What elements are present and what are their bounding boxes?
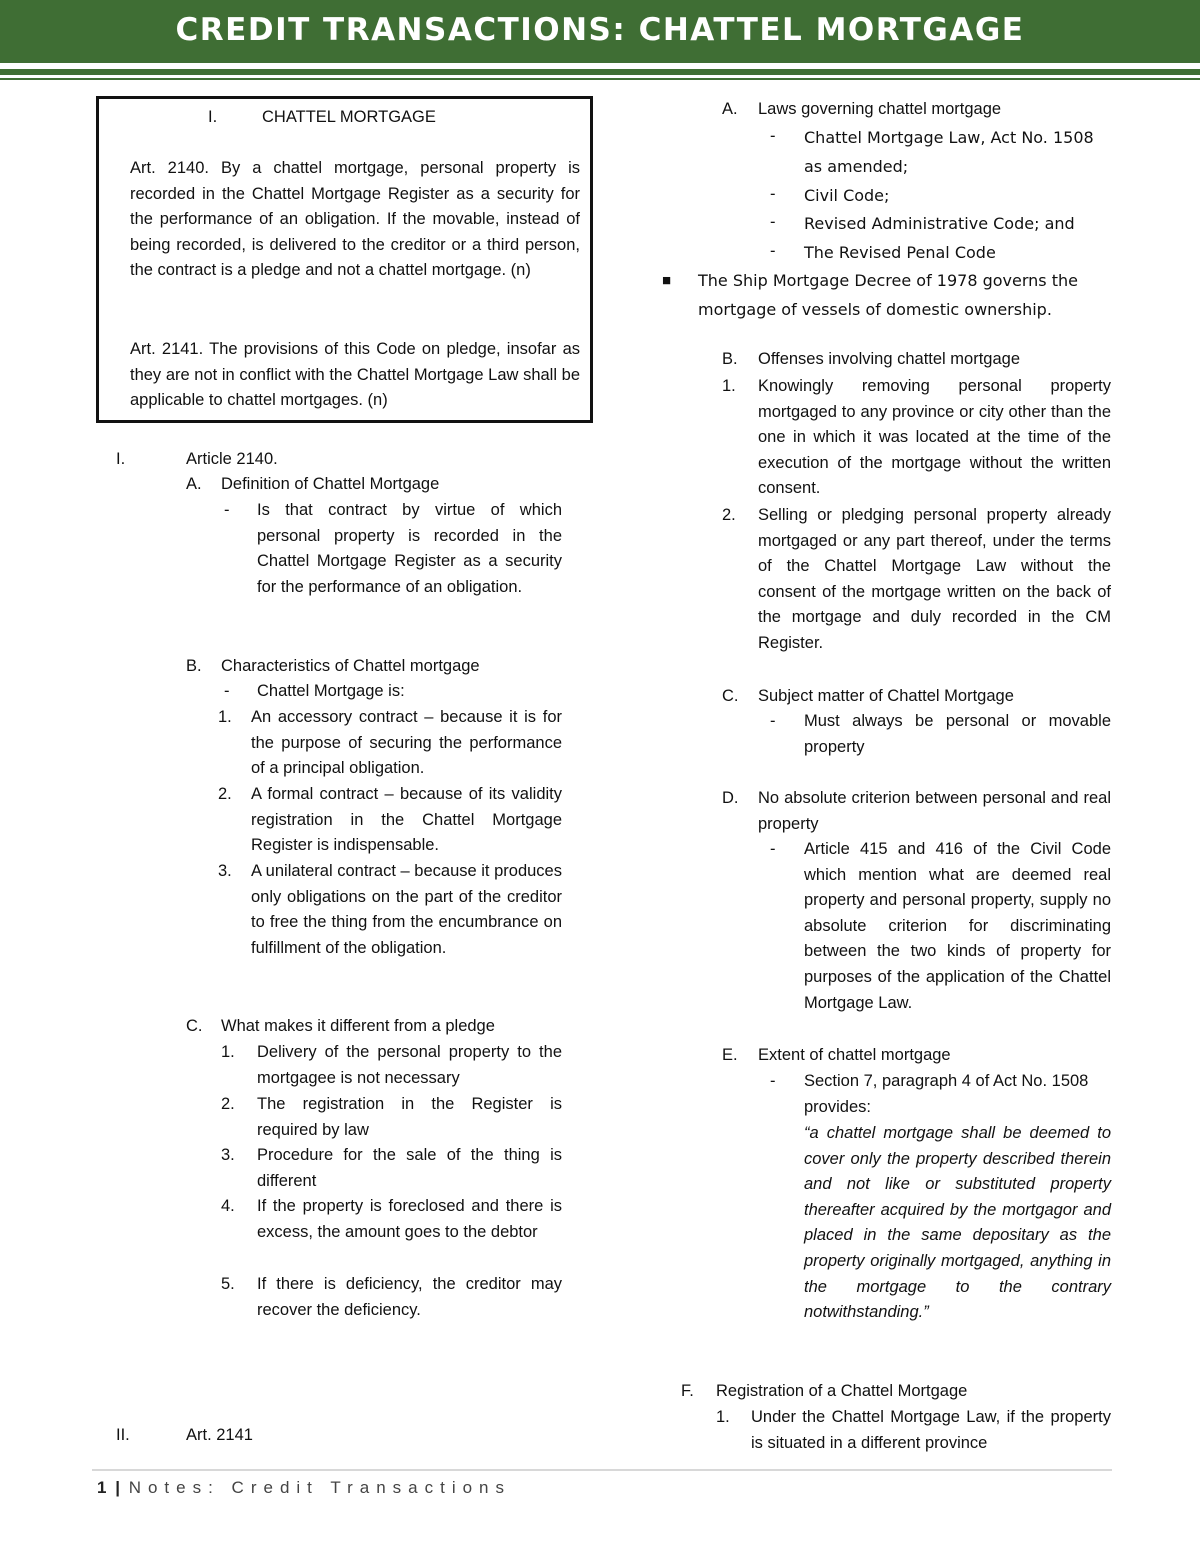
footer-separator: |: [115, 1478, 120, 1497]
right-d-title: No absolute criterion between personal and real property: [758, 789, 1111, 833]
page-title: CREDIT TRANSACTIONS: CHATTEL MORTGAGE: [175, 12, 1025, 48]
left-b-item-text: A formal contract – because of its validity registration in the Chattel Mortgage Register is indispensable.: [251, 785, 562, 855]
page-footer: [97, 1478, 511, 1498]
footer-text: Notes: Credit Transactions: [128, 1478, 512, 1497]
right-e-quote: “a chattel mortgage shall be deemed to cover only the property described therein and not like or substituted property thereafter acquired by the mortgagor and placed in the same depositary as the property originally mortgaged, anything in the mortgage to the contrary notwithstanding.”: [804, 1124, 1111, 1322]
right-b-letter: B.: [722, 350, 738, 368]
box-section-title: CHATTEL MORTGAGE: [262, 108, 436, 126]
law-dash: -: [770, 242, 776, 260]
left-c-item-number: 5.: [221, 1275, 235, 1293]
left-c-title: What makes it different from a pledge: [221, 1017, 495, 1035]
right-c-title: Subject matter of Chattel Mortgage: [758, 687, 1014, 705]
right-c-letter: C.: [722, 687, 739, 705]
left-c-item-number: 3.: [221, 1146, 235, 1164]
right-f-letter: F.: [681, 1382, 694, 1400]
left-c-item-text: Delivery of the personal property to the mortgagee is not necessary: [257, 1043, 562, 1087]
header-rule-thin: [0, 78, 1200, 80]
left-c-item-number: 1.: [221, 1043, 235, 1061]
offense-number: 2.: [722, 506, 736, 524]
right-b-title: Offenses involving chattel mortgage: [758, 350, 1021, 368]
law-dash: -: [770, 213, 776, 231]
offense-text: Knowingly removing personal property mortgaged to any province or city other than the one in which it was located at the time of the execution of the mortgage without the written consent.: [758, 377, 1111, 498]
left-c-item-text: The registration in the Register is required by law: [257, 1095, 562, 1139]
offense-number: 1.: [722, 377, 736, 395]
right-e-dash: -: [770, 1072, 776, 1090]
article-2141-text: Art. 2141. The provisions of this Code on pledge, insofar as they are not in conflict with the Chattel Mortgage Law shall be applicable to chattel mortgages. (n): [130, 340, 580, 410]
left-b-item-text: An accessory contract – because it is for the purpose of securing the performance of a principal obligation.: [251, 708, 562, 778]
left-b-item-number: 3.: [218, 862, 232, 880]
left-c-item-text: If there is deficiency, the creditor may recover the deficiency.: [257, 1275, 562, 1319]
left-b-item-text: A unilateral contract – because it produces only obligations on the part of the creditor to free the thing from the encumbrance on fulfillment of the obligation.: [251, 862, 562, 957]
law-item: Civil Code;: [804, 186, 890, 205]
law-item: The Revised Penal Code: [804, 243, 996, 262]
left-b-title: Characteristics of Chattel mortgage: [221, 657, 480, 675]
left-c-item-text: Procedure for the sale of the thing is different: [257, 1146, 562, 1190]
article-2140-text: Art. 2140. By a chattel mortgage, personal property is recorded in the Chattel Mortgage Register as a security for the performance of an obligation. If the movable, instead of being recorded, is delivered to the creditor or a third person, the contract is a pledge and not a chattel mortgage. (n): [130, 159, 580, 280]
left-a-dash: -: [224, 501, 230, 519]
section-1-number: I.: [116, 450, 126, 468]
right-f-text: Under the Chattel Mortgage Law, if the property is situated in a different province: [751, 1408, 1111, 1452]
section-2-title: Art. 2141: [186, 1426, 253, 1444]
law-item: Chattel Mortgage Law, Act No. 1508 as amended;: [804, 128, 1094, 176]
section-2-number: II.: [116, 1426, 130, 1444]
right-e-title: Extent of chattel mortgage: [758, 1046, 951, 1064]
header-rule-thick: [0, 69, 1200, 75]
left-b-letter: B.: [186, 657, 202, 675]
left-c-item-number: 4.: [221, 1197, 235, 1215]
right-c-dash: -: [770, 712, 776, 730]
left-a-definition: Is that contract by virtue of which personal property is recorded in the Chattel Mortgage Register as a security for the performance of an obligation.: [257, 501, 562, 596]
right-a-title: Laws governing chattel mortgage: [758, 100, 1002, 118]
right-c-text: Must always be personal or movable property: [804, 712, 1111, 756]
section-1-title: Article 2140.: [186, 450, 278, 468]
right-e-text: Section 7, paragraph 4 of Act No. 1508 provides:: [804, 1072, 1089, 1116]
left-c-item-text: If the property is foreclosed and there is excess, the amount goes to the debtor: [257, 1197, 562, 1241]
right-f-number: 1.: [716, 1408, 730, 1426]
law-dash: -: [770, 185, 776, 203]
left-c-item-number: 2.: [221, 1095, 235, 1113]
law-dash: -: [770, 127, 776, 145]
box-section-number: I.: [208, 108, 218, 126]
footer-rule: [92, 1469, 1112, 1471]
left-b-intro: Chattel Mortgage is:: [257, 682, 405, 700]
left-b-dash: -: [224, 682, 230, 700]
right-d-text: Article 415 and 416 of the Civil Code which mention what are deemed real property and personal property, supply no absolute criterion for discriminating between the two kinds of property for purposes of the application of the Chattel Mortgage Law.: [804, 840, 1111, 1012]
right-a-letter: A.: [722, 100, 738, 118]
left-c-letter: C.: [186, 1017, 203, 1035]
right-f-title: Registration of a Chattel Mortgage: [716, 1382, 968, 1400]
left-b-item-number: 1.: [218, 708, 232, 726]
ship-mortgage-note: The Ship Mortgage Decree of 1978 governs the mortgage of vessels of domestic ownership.: [698, 271, 1078, 319]
right-d-letter: D.: [722, 789, 739, 807]
law-item: Revised Administrative Code; and: [804, 214, 1075, 233]
page-number: 1: [97, 1478, 107, 1497]
square-bullet-icon: ■: [662, 272, 672, 289]
left-a-letter: A.: [186, 475, 202, 493]
right-d-dash: -: [770, 840, 776, 858]
offense-text: Selling or pledging personal property already mortgaged or any part thereof, under the terms of the Chattel Mortgage Law without the consent of the mortgage written on the back of the mortgage and duly recorded in the CM Register.: [758, 506, 1111, 652]
right-e-letter: E.: [722, 1046, 738, 1064]
left-a-title: Definition of Chattel Mortgage: [221, 475, 440, 493]
left-b-item-number: 2.: [218, 785, 232, 803]
